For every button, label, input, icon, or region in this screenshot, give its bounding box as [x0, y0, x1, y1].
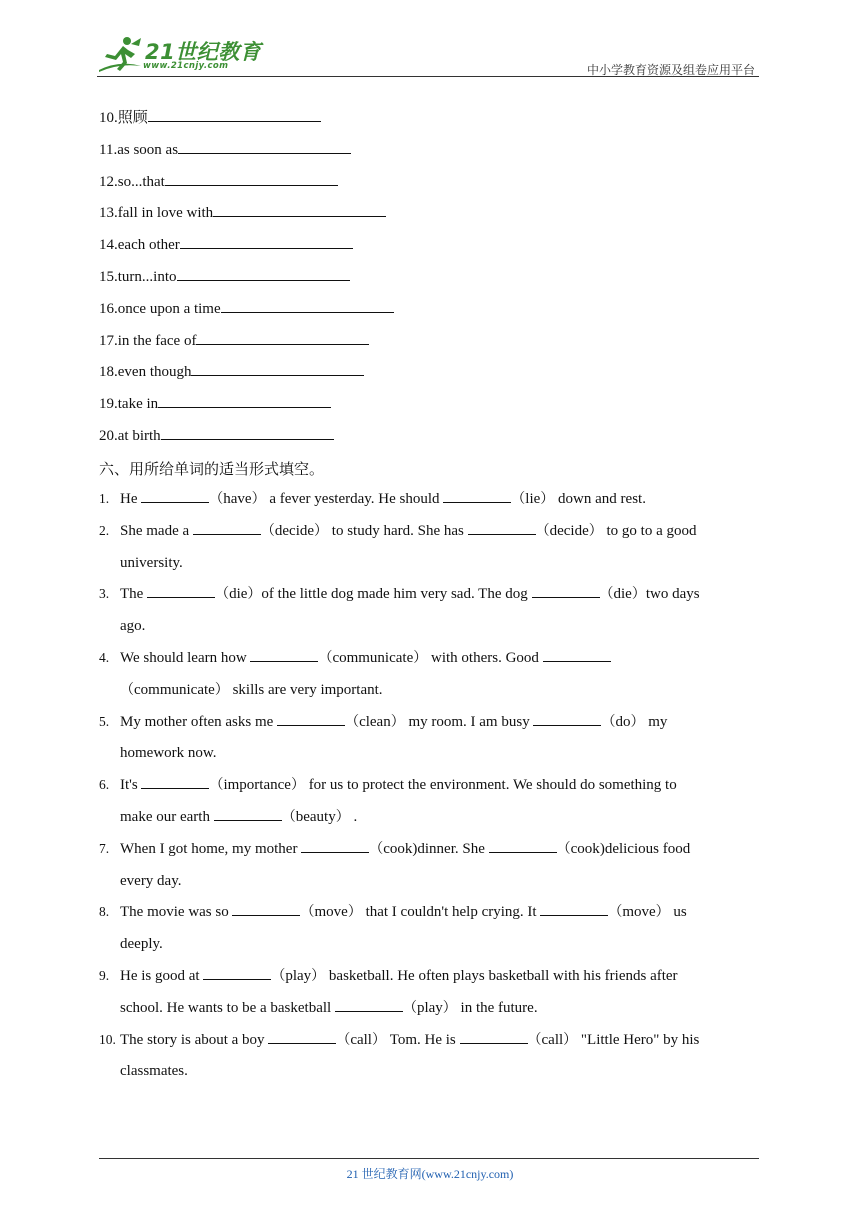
platform-name: 中小学教育资源及组卷应用平台: [586, 63, 755, 77]
exercise-text: （: [527, 1031, 542, 1048]
answer-blank[interactable]: [543, 649, 611, 662]
exercise-text: （: [318, 649, 333, 666]
exercise-text: with others. Good: [427, 649, 543, 666]
exercise-text: （: [336, 1031, 351, 1048]
vocab-item: [99, 331, 394, 363]
vocab-item: [99, 235, 394, 267]
section-title: 六、用所给单词的适当形式填空。: [99, 460, 325, 478]
exercise-text: cook: [570, 840, 600, 857]
answer-blank[interactable]: [533, 713, 601, 726]
exercise-number: 3.: [99, 586, 110, 602]
exercise-text: to study hard. She has: [328, 522, 468, 539]
exercise-number: 5.: [99, 713, 110, 729]
vocabulary-list: [99, 108, 394, 458]
exercise-text: of the little dog made him very sad. The dog: [261, 586, 532, 603]
exercise-text: ): [599, 840, 605, 857]
exercise-text: （: [599, 586, 614, 603]
exercise-line: [99, 584, 767, 616]
vocab-item: [99, 299, 394, 331]
exercise-line: [99, 902, 767, 934]
answer-blank[interactable]: [193, 522, 261, 535]
exercise-text: He is good at: [120, 967, 204, 984]
vocab-number: 19.: [99, 396, 118, 413]
exercise-text: .: [349, 808, 358, 825]
page-header: [97, 30, 759, 78]
exercise-text: that I couldn't help crying. It: [361, 904, 541, 921]
exercise-text: My mother often asks me: [120, 713, 278, 730]
vocab-number: 11.: [99, 141, 118, 158]
answer-blank[interactable]: [460, 1031, 528, 1044]
exercise-text: （: [209, 777, 224, 794]
exercise-text: ）: [588, 522, 603, 539]
exercise-line: [99, 871, 767, 903]
vocab-item: [99, 140, 394, 172]
vocab-item: [99, 426, 394, 458]
header-divider: [97, 76, 759, 77]
exercise-item: [99, 648, 767, 712]
exercise-number: 9.: [99, 967, 110, 983]
exercise-number: 6.: [99, 777, 110, 793]
exercise-text: （: [535, 522, 550, 539]
exercise-text: ）: [413, 649, 428, 666]
answer-blank[interactable]: [161, 427, 334, 440]
answer-blank[interactable]: [196, 332, 369, 345]
exercise-text: us: [669, 904, 687, 921]
exercise-number: 1.: [99, 491, 110, 506]
exercise-text: skills are very important.: [228, 681, 383, 698]
exercise-text: （: [260, 522, 275, 539]
exercise-text: ago.: [120, 618, 146, 635]
exercise-text: delicious food: [604, 840, 691, 857]
exercise-line: [99, 489, 767, 521]
exercise-text: ）: [214, 681, 229, 698]
exercise-number: 8.: [99, 904, 110, 920]
runner-logo-icon: [97, 36, 143, 76]
exercise-line: [99, 743, 767, 775]
vocab-number: 18.: [99, 364, 118, 381]
answer-blank[interactable]: [301, 840, 369, 853]
exercise-text: decide: [549, 522, 589, 539]
footer-text: 21 世纪教育网(www.21cnjy.com): [346, 1167, 514, 1181]
exercise-text: The story is about a boy: [120, 1031, 269, 1048]
exercise-text: ）: [335, 808, 350, 825]
exercise-text: homework now.: [120, 745, 217, 762]
exercise-text: school. He wants to be a basketball: [120, 999, 335, 1016]
exercise-text: （: [120, 681, 134, 698]
exercise-number: 4.: [99, 649, 110, 665]
vocab-phrase: turn...into: [117, 268, 177, 285]
exercise-text: ）: [371, 1031, 386, 1048]
vocab-phrase: even though: [117, 364, 192, 381]
vocab-phrase: at birth: [117, 427, 161, 444]
exercise-item: [99, 584, 767, 648]
exercise-text: We should learn how: [120, 649, 251, 666]
answer-blank[interactable]: [232, 903, 300, 916]
exercise-text: move: [622, 904, 656, 921]
answer-blank[interactable]: [203, 967, 271, 980]
vocab-phrase: fall in love with: [117, 205, 214, 222]
vocab-number: 14.: [99, 237, 118, 254]
vocab-item: [99, 267, 394, 299]
answer-blank[interactable]: [213, 204, 386, 217]
exercise-line: [99, 839, 767, 871]
answer-blank[interactable]: [141, 776, 209, 789]
exercise-text: lie: [525, 491, 541, 507]
exercise-line: [99, 1061, 767, 1093]
exercise-line: [99, 966, 767, 998]
exercise-text: to go to a good: [602, 522, 697, 539]
answer-blank[interactable]: [177, 268, 350, 281]
exercise-item: [99, 839, 767, 903]
exercise-text: （: [281, 808, 296, 825]
exercise-text: have: [223, 491, 252, 507]
answer-blank[interactable]: [191, 363, 364, 376]
answer-blank[interactable]: [148, 109, 321, 122]
logo-url: www.21cnjy.com: [143, 61, 229, 71]
exercise-text: every day.: [120, 872, 182, 889]
exercise-text: ）: [630, 713, 645, 730]
vocab-phrase: in the face of: [117, 332, 197, 349]
exercise-number: 7.: [99, 840, 110, 856]
exercise-text: call: [541, 1031, 564, 1048]
exercise-text: ）: [390, 713, 405, 730]
exercise-text: play: [416, 999, 443, 1016]
exercise-text: （: [608, 904, 623, 921]
exercise-text: She made a: [120, 522, 193, 539]
exercise-text: play: [285, 967, 312, 984]
exercise-item: [99, 1030, 767, 1094]
answer-blank[interactable]: [141, 490, 209, 503]
exercise-text: ）: [251, 491, 266, 507]
vocab-number: 17.: [99, 332, 118, 349]
vocab-item: [99, 108, 394, 140]
exercise-text: classmates.: [120, 1063, 188, 1080]
vocab-number: 12.: [99, 173, 118, 190]
exercise-item: [99, 712, 767, 776]
exercise-text: （: [511, 491, 526, 507]
exercise-text: （: [300, 904, 315, 921]
exercise-text: in the future.: [456, 999, 538, 1016]
footer-divider: [99, 1158, 759, 1159]
exercise-list: [99, 489, 767, 1093]
exercise-text: my room. I am busy: [404, 713, 534, 730]
exercise-text: ）: [655, 904, 670, 921]
exercise-line: [99, 1030, 767, 1062]
exercise-text: ）: [311, 967, 326, 984]
exercise-text: basketball. He often plays basketball with his friends after: [325, 967, 678, 984]
exercise-line: [99, 648, 767, 680]
exercise-item: [99, 902, 767, 966]
exercise-text: for us to protect the environment. We should do something to: [304, 777, 677, 794]
exercise-text: The: [120, 586, 148, 603]
answer-blank[interactable]: [214, 808, 282, 821]
exercise-text: decide: [274, 522, 315, 539]
exercise-line: [99, 712, 767, 744]
answer-blank[interactable]: [268, 1031, 336, 1044]
exercise-text: （: [369, 840, 384, 857]
exercise-text: ）: [314, 522, 329, 539]
answer-blank[interactable]: [335, 999, 403, 1012]
exercise-text: （: [209, 491, 224, 507]
vocab-phrase: take in: [117, 396, 159, 413]
answer-blank[interactable]: [540, 903, 608, 916]
vocab-phrase: as soon as: [117, 141, 179, 158]
exercise-text: move: [314, 904, 348, 921]
exercise-text: "Little Hero" by his: [577, 1031, 700, 1048]
exercise-text: ）: [442, 999, 457, 1016]
exercise-text: two days: [645, 586, 700, 603]
exercise-text: call: [350, 1031, 372, 1048]
exercise-line: [99, 521, 767, 553]
answer-blank[interactable]: [221, 300, 394, 313]
exercise-text: university.: [120, 554, 183, 571]
exercise-text: ）: [347, 904, 362, 921]
answer-blank[interactable]: [180, 236, 353, 249]
exercise-line: [99, 680, 767, 712]
exercise-line: [99, 616, 767, 648]
exercise-text: die: [613, 586, 632, 603]
exercise-item: [99, 521, 767, 585]
exercise-text: communicate: [134, 681, 215, 698]
exercise-text: dinner. She: [417, 840, 489, 857]
logo-text: 21世纪教育: [145, 40, 262, 64]
exercise-text: die: [229, 586, 248, 603]
exercise-text: He: [120, 491, 142, 507]
vocab-item: [99, 203, 394, 235]
exercise-text: ）: [290, 777, 305, 794]
exercise-text: The movie was so: [120, 904, 233, 921]
vocab-number: 10.: [99, 110, 118, 126]
exercise-line: [99, 998, 767, 1030]
exercise-text: clean: [359, 713, 391, 730]
exercise-line: [99, 553, 767, 585]
vocab-phrase: so...that: [117, 173, 165, 190]
exercise-text: beauty: [295, 808, 336, 825]
answer-blank[interactable]: [443, 490, 511, 503]
exercise-text: （: [215, 586, 230, 603]
vocab-number: 20.: [99, 427, 118, 444]
exercise-text: a fever yesterday. He should: [265, 491, 444, 507]
exercise-text: ）: [247, 586, 262, 603]
exercise-text: （: [271, 967, 286, 984]
exercise-line: [99, 934, 767, 966]
answer-blank[interactable]: [250, 649, 318, 662]
answer-blank[interactable]: [147, 585, 215, 598]
vocab-phrase: 照顾: [117, 110, 148, 126]
exercise-text: make our earth: [120, 808, 214, 825]
exercise-text: （: [402, 999, 417, 1016]
answer-blank[interactable]: [277, 713, 345, 726]
exercise-text: importance: [223, 777, 291, 794]
vocab-phrase: once upon a time: [117, 300, 221, 317]
exercise-item: [99, 966, 767, 1030]
answer-blank[interactable]: [468, 522, 536, 535]
vocab-item: [99, 172, 394, 204]
exercise-number: 10.: [99, 1031, 116, 1047]
exercise-text: cook: [383, 840, 413, 857]
exercise-text: （: [556, 840, 571, 857]
exercise-text: When I got home, my mother: [120, 840, 302, 857]
exercise-text: ）: [563, 1031, 578, 1048]
vocab-item: [99, 362, 394, 394]
vocab-number: 15.: [99, 268, 118, 285]
exercise-item: [99, 489, 767, 521]
vocab-item: [99, 394, 394, 426]
answer-blank[interactable]: [178, 141, 351, 154]
answer-blank[interactable]: [165, 173, 338, 186]
exercise-text: （: [601, 713, 616, 730]
answer-blank[interactable]: [532, 585, 600, 598]
vocab-number: 13.: [99, 205, 118, 222]
exercise-text: down and rest.: [554, 491, 646, 507]
exercise-line: [99, 807, 767, 839]
exercise-text: It's: [120, 777, 142, 794]
vocab-number: 16.: [99, 300, 118, 317]
exercise-text: communicate: [332, 649, 414, 666]
exercise-text: Tom. He is: [385, 1031, 460, 1048]
exercise-text: ）: [631, 586, 646, 603]
exercise-text: （: [345, 713, 360, 730]
vocab-phrase: each other: [117, 237, 180, 254]
exercise-text: ）: [540, 491, 555, 507]
exercise-line: [99, 775, 767, 807]
exercise-item: [99, 775, 767, 839]
exercise-text: deeply.: [120, 936, 163, 953]
exercise-text: ): [412, 840, 418, 857]
answer-blank[interactable]: [489, 840, 557, 853]
site-logo: [97, 36, 267, 76]
exercise-text: my: [644, 713, 668, 730]
exercise-text: do: [615, 713, 631, 730]
answer-blank[interactable]: [158, 395, 331, 408]
exercise-number: 2.: [99, 522, 110, 538]
